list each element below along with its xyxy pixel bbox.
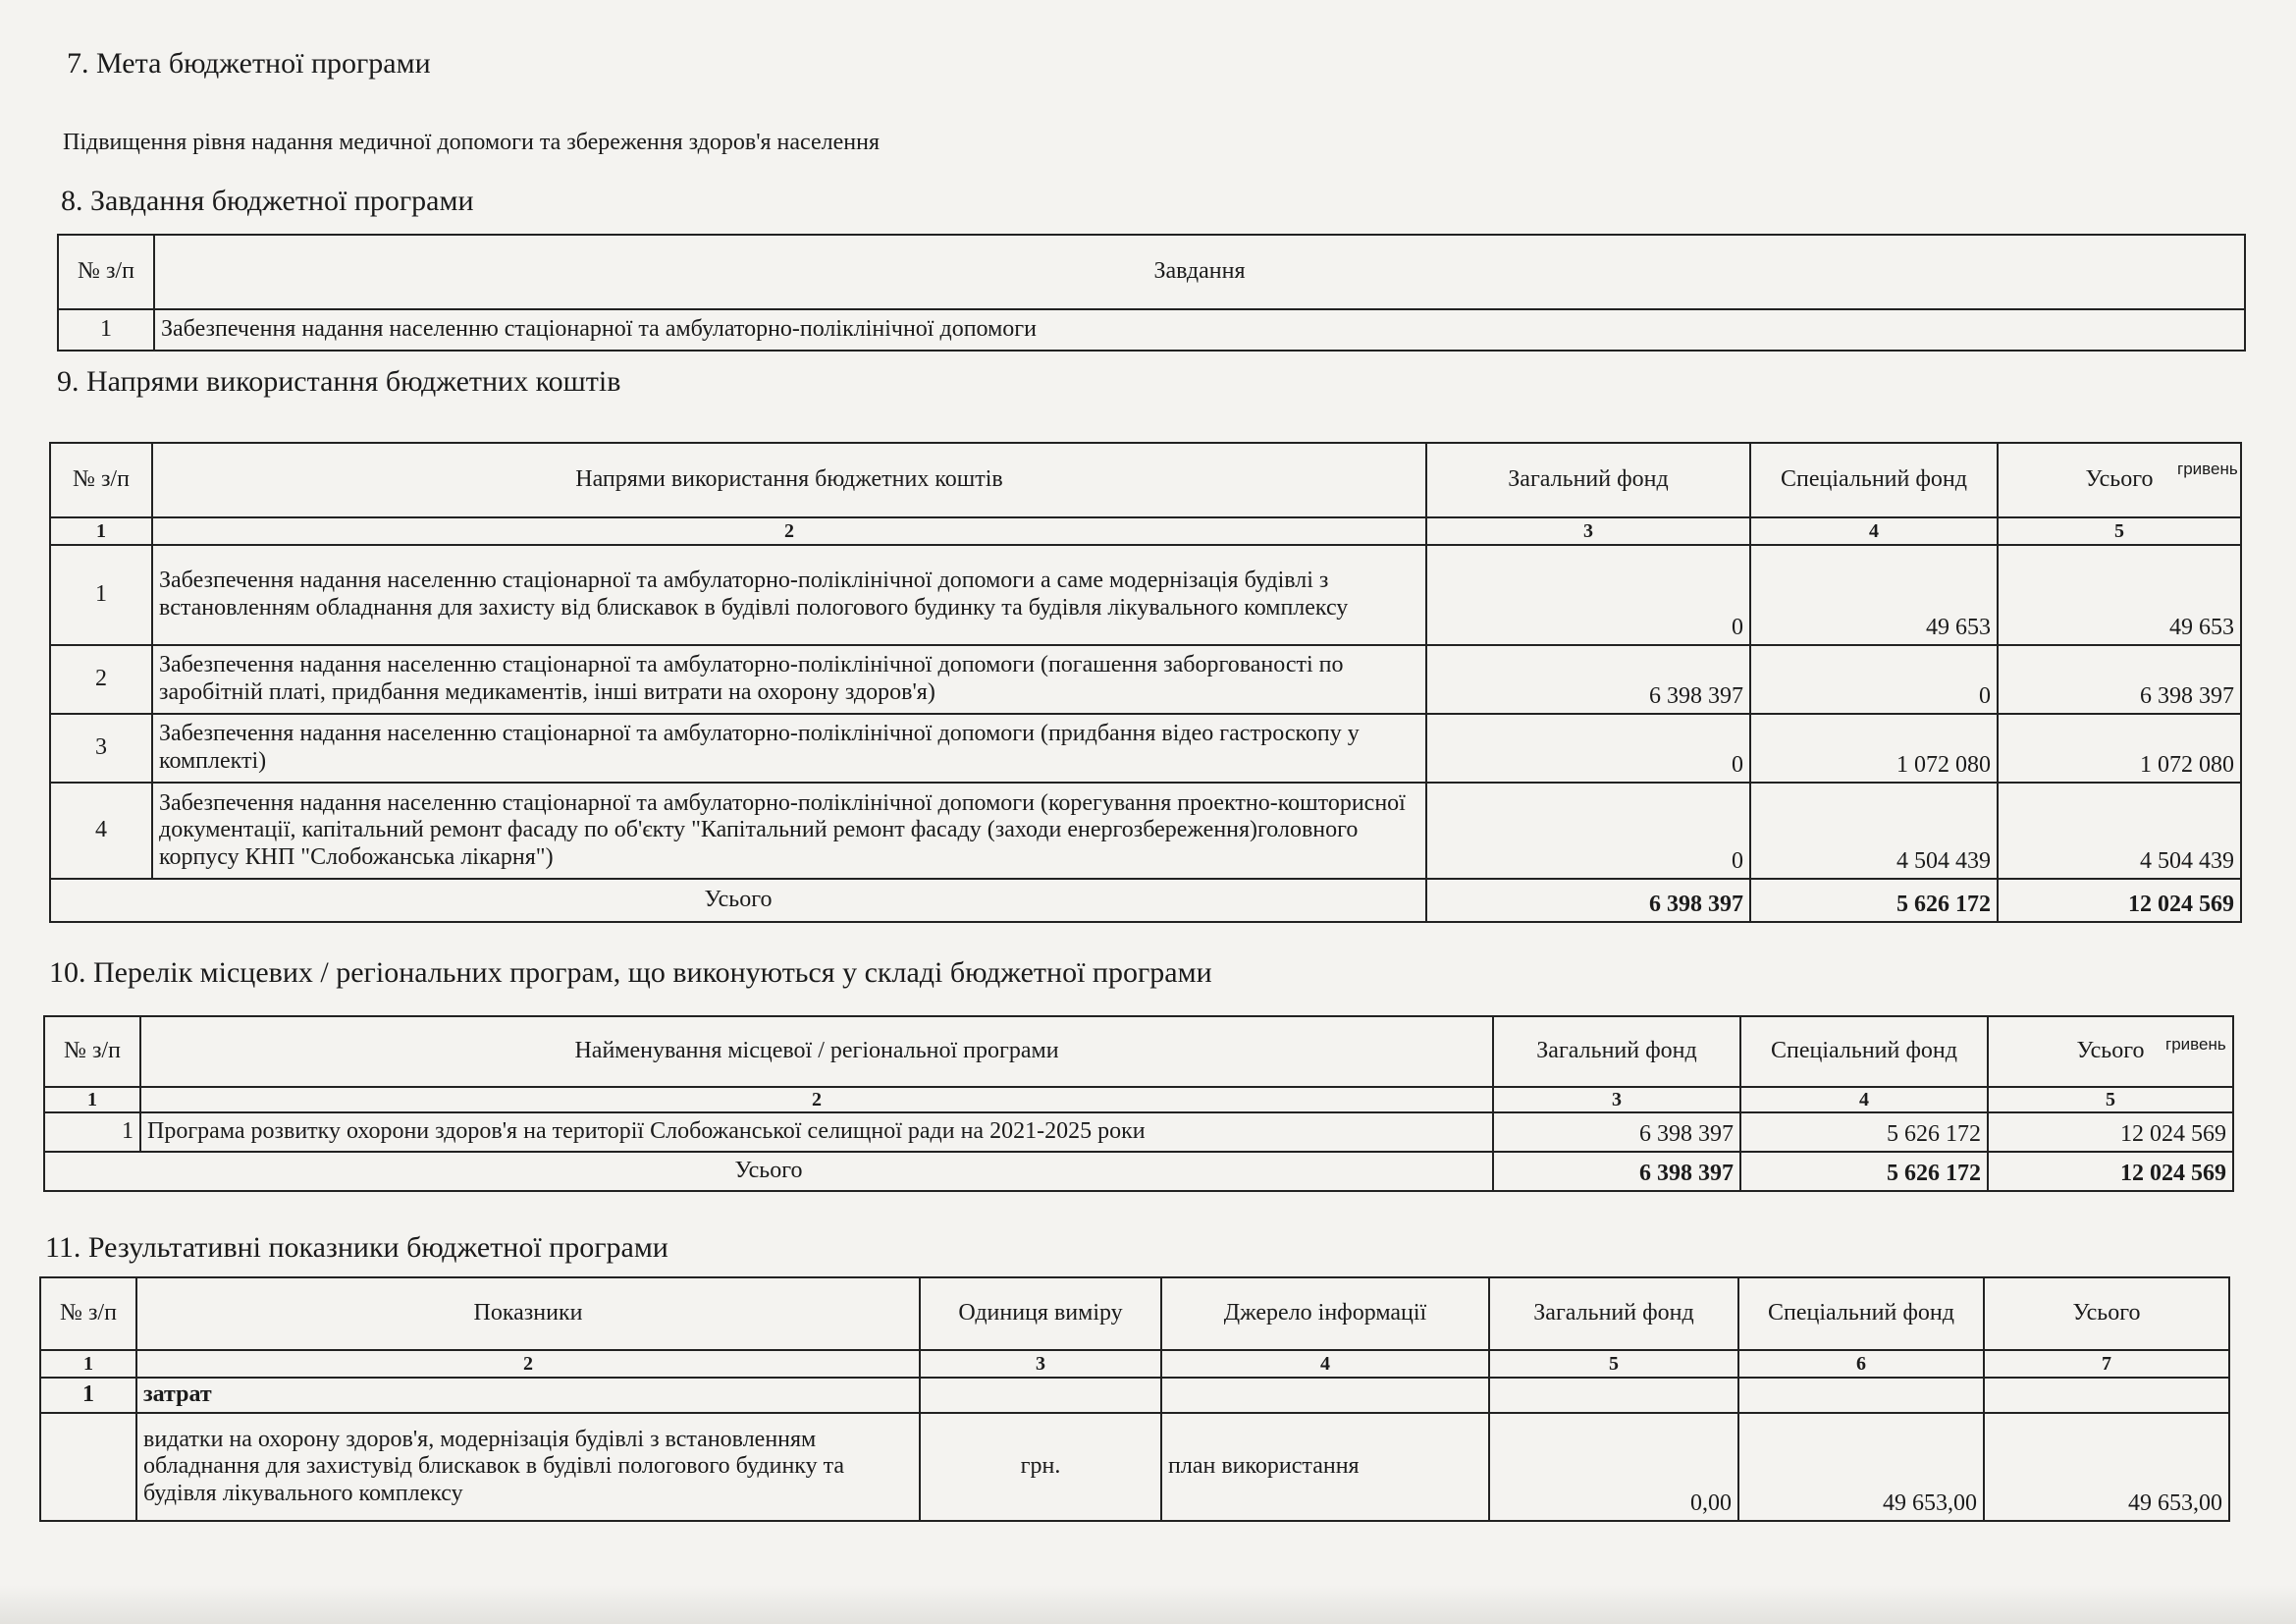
total-general: 6 398 397 xyxy=(1426,879,1750,922)
row-special: 1 072 080 xyxy=(1750,714,1998,783)
header-total: Усього xyxy=(1988,1016,2233,1087)
column-index: 2 xyxy=(140,1087,1493,1112)
row-total: 4 504 439 xyxy=(1998,783,2241,879)
row-total: 49 653,00 xyxy=(1984,1413,2229,1521)
row-special: 0 xyxy=(1750,645,1998,714)
section-10-title: 10. Перелік місцевих / регіональних програм, що виконуються у складі бюджетної програми xyxy=(49,956,1212,989)
row-unit: грн. xyxy=(920,1413,1161,1521)
column-index: 3 xyxy=(1426,517,1750,545)
row-num: 1 xyxy=(50,545,152,645)
column-index: 1 xyxy=(50,517,152,545)
row-num: 1 xyxy=(58,309,154,351)
header-num: № з/п xyxy=(58,235,154,309)
header-total: Усього xyxy=(1998,443,2241,517)
column-index: 1 xyxy=(40,1350,136,1378)
row-total: 1 072 080 xyxy=(1998,714,2241,783)
column-index: 7 xyxy=(1984,1350,2229,1378)
header-special-fund: Спеціальний фонд xyxy=(1750,443,1998,517)
column-index: 2 xyxy=(136,1350,920,1378)
row-text: Забезпечення надання населенню стаціонарної та амбулаторно-поліклінічної допомоги (погашення заборгованості по заробітній платі, придбання медикаментів, інші витрати на охорону здоров'я) xyxy=(152,645,1426,714)
table-row xyxy=(40,1413,2229,1521)
row-general: 0,00 xyxy=(1489,1413,1738,1521)
row-text: Забезпечення надання населенню стаціонарної та амбулаторно-поліклінічної допомоги (придбання відео гастроскопу у комплекті) xyxy=(152,714,1426,783)
header-num: № з/п xyxy=(50,443,152,517)
column-index: 5 xyxy=(1998,517,2241,545)
header-special-fund: Спеціальний фонд xyxy=(1738,1277,1984,1350)
header-program-name: Найменування місцевої / регіональної програми xyxy=(140,1016,1493,1087)
section-7-title: 7. Мета бюджетної програми xyxy=(67,47,431,80)
table-row xyxy=(50,545,2241,645)
column-index: 3 xyxy=(920,1350,1161,1378)
table-row xyxy=(50,783,2241,879)
section-9-unit: гривень xyxy=(2177,460,2238,478)
total-general: 6 398 397 xyxy=(1493,1152,1740,1191)
row-total: 6 398 397 xyxy=(1998,645,2241,714)
column-index: 1 xyxy=(44,1087,140,1112)
row-task: Забезпечення надання населенню стаціонарної та амбулаторно-поліклінічної допомоги xyxy=(154,309,2245,351)
table-row xyxy=(58,309,2245,351)
total-total: 12 024 569 xyxy=(1988,1152,2233,1191)
row-num: 3 xyxy=(50,714,152,783)
row-source: план використання xyxy=(1161,1413,1489,1521)
section-10-unit: гривень xyxy=(2165,1035,2226,1054)
column-index: 5 xyxy=(1988,1087,2233,1112)
column-index: 4 xyxy=(1740,1087,1988,1112)
total-label: Усього xyxy=(44,1152,1493,1191)
row-general: 6 398 397 xyxy=(1493,1112,1740,1152)
total-label: Усього xyxy=(50,879,1426,922)
header-num: № з/п xyxy=(40,1277,136,1350)
column-index: 3 xyxy=(1493,1087,1740,1112)
total-special: 5 626 172 xyxy=(1740,1152,1988,1191)
header-num: № з/п xyxy=(44,1016,140,1087)
column-index: 4 xyxy=(1161,1350,1489,1378)
row-total: 12 024 569 xyxy=(1988,1112,2233,1152)
row-num: 1 xyxy=(44,1112,140,1152)
row-text: Забезпечення надання населенню стаціонарної та амбулаторно-поліклінічної допомоги (корегування проектно-кошторисної документації, капітальний ремонт фасаду по об'єкту "Капітальний ремонт фасаду (заходи енергозбереження)головного корпусу КНП "Слобожанська лікарня") xyxy=(152,783,1426,879)
row-general: 0 xyxy=(1426,714,1750,783)
section-11-title: 11. Результативні показники бюджетної програми xyxy=(45,1231,668,1264)
column-index: 4 xyxy=(1750,517,1998,545)
total-row xyxy=(50,879,2241,922)
group-label: затрат xyxy=(136,1378,920,1413)
header-total: Усього xyxy=(1984,1277,2229,1350)
column-index: 5 xyxy=(1489,1350,1738,1378)
header-general-fund: Загальний фонд xyxy=(1426,443,1750,517)
header-indicator: Показники xyxy=(136,1277,920,1350)
section-8-title: 8. Завдання бюджетної програми xyxy=(61,185,474,217)
header-task: Завдання xyxy=(154,235,2245,309)
column-index: 6 xyxy=(1738,1350,1984,1378)
row-special: 49 653,00 xyxy=(1738,1413,1984,1521)
total-total: 12 024 569 xyxy=(1998,879,2241,922)
column-index: 2 xyxy=(152,517,1426,545)
table-row xyxy=(50,714,2241,783)
row-num: 2 xyxy=(50,645,152,714)
group-num: 1 xyxy=(40,1378,136,1413)
total-row xyxy=(44,1152,2233,1191)
row-general: 6 398 397 xyxy=(1426,645,1750,714)
row-text: Програма розвитку охорони здоров'я на території Слобожанської селищної ради на 2021-2025 роки xyxy=(140,1112,1493,1152)
header-source: Джерело інформації xyxy=(1161,1277,1489,1350)
row-text: Забезпечення надання населенню стаціонарної та амбулаторно-поліклінічної допомоги а саме модернізація будівлі з встановленням обладнання для захисту від блискавок в будівлі пологового будинку та будівля лікувального комплексу xyxy=(152,545,1426,645)
header-general-fund: Загальний фонд xyxy=(1493,1016,1740,1087)
total-special: 5 626 172 xyxy=(1750,879,1998,922)
row-num: 4 xyxy=(50,783,152,879)
row-text: видатки на охорону здоров'я, модернізація будівлі з встановленням обладнання для захистувід блискавок в будівлі пологового будинку та будівля лікувального комплексу xyxy=(136,1413,920,1521)
table-row xyxy=(50,645,2241,714)
row-general: 0 xyxy=(1426,783,1750,879)
header-unit: Одиниця виміру xyxy=(920,1277,1161,1350)
header-special-fund: Спеціальний фонд xyxy=(1740,1016,1988,1087)
header-general-fund: Загальний фонд xyxy=(1489,1277,1738,1350)
group-row xyxy=(40,1378,2229,1413)
row-total: 49 653 xyxy=(1998,545,2241,645)
table-row xyxy=(44,1112,2233,1152)
row-general: 0 xyxy=(1426,545,1750,645)
row-special: 49 653 xyxy=(1750,545,1998,645)
header-direction: Напрями використання бюджетних коштів xyxy=(152,443,1426,517)
tasks-table xyxy=(57,234,2246,352)
row-special: 5 626 172 xyxy=(1740,1112,1988,1152)
section-9-title: 9. Напрями використання бюджетних коштів xyxy=(57,365,621,398)
scan-edge xyxy=(0,1585,2296,1624)
indicators-table xyxy=(39,1276,2230,1522)
row-special: 4 504 439 xyxy=(1750,783,1998,879)
directions-table-body xyxy=(49,442,2242,923)
programs-table xyxy=(43,1015,2234,1192)
section-7-text: Підвищення рівня надання медичної допомоги та збереження здоров'я населення xyxy=(63,130,881,155)
